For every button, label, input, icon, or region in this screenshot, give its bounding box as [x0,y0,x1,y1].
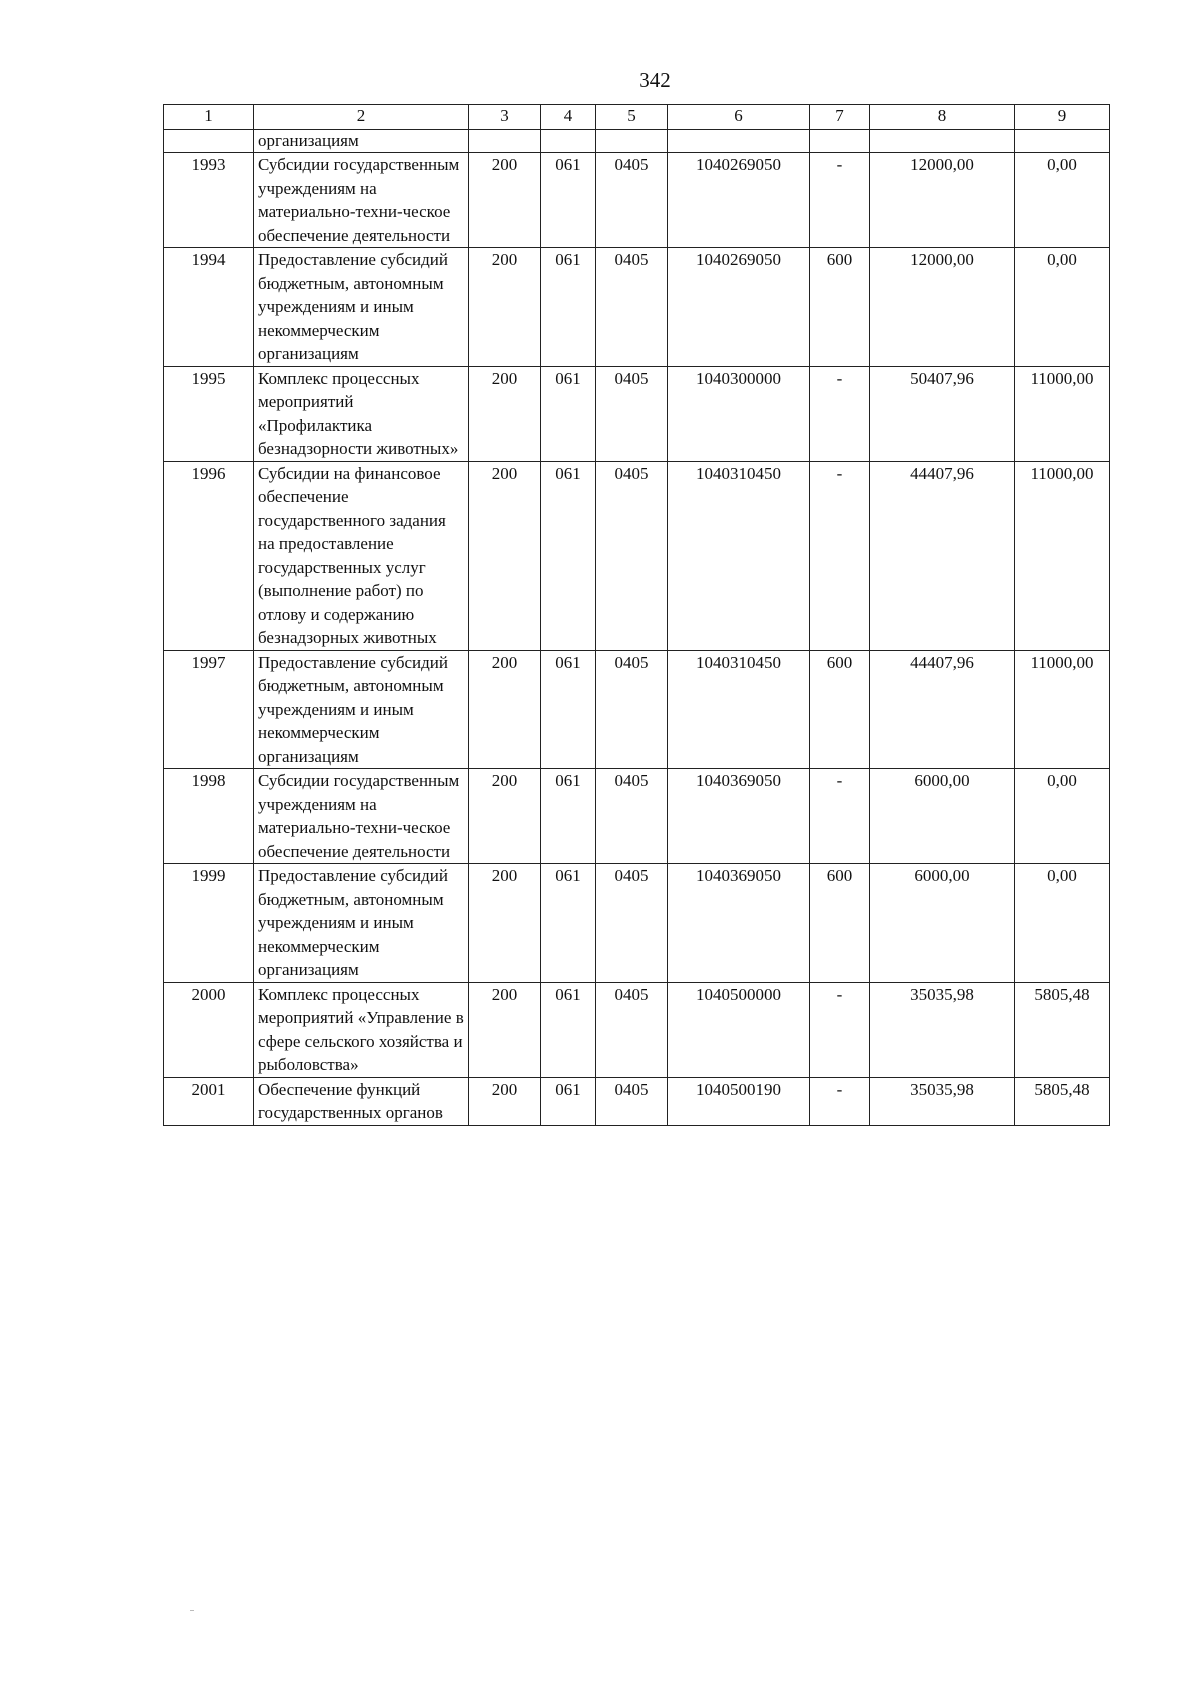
column-header: 4 [541,105,596,130]
budget-table [163,104,1110,1126]
cell-c6: 1040300000 [668,366,810,461]
cell-c8: 44407,96 [870,461,1015,650]
column-header: 6 [668,105,810,130]
cell-c6: 1040369050 [668,864,810,983]
cell-c3: 200 [469,769,541,864]
cell-c6: 1040310450 [668,650,810,769]
cell-c5: 0405 [596,769,668,864]
cell-c4: 061 [541,864,596,983]
row-number: 1996 [164,461,254,650]
cell-c7: 600 [810,650,870,769]
cell-c8: 6000,00 [870,864,1015,983]
column-header: 2 [254,105,469,130]
cell-c6: 1040269050 [668,153,810,248]
continuation-text: организациям [254,130,469,153]
cell-c3: 200 [469,461,541,650]
cell-c5: 0405 [596,982,668,1077]
row-number: 2001 [164,1077,254,1125]
cell-c5: 0405 [596,153,668,248]
row-number: 2000 [164,982,254,1077]
cell-c7: - [810,366,870,461]
table-row [164,248,1110,367]
cell-c8: 6000,00 [870,769,1015,864]
cell-c6: 1040269050 [668,248,810,367]
cell-c8: 35035,98 [870,982,1015,1077]
cell-c8: 12000,00 [870,248,1015,367]
cell-c5: 0405 [596,650,668,769]
table-row [164,864,1110,983]
cell-c7: - [810,982,870,1077]
cell-c7: - [810,1077,870,1125]
cell-c4: 061 [541,153,596,248]
column-header: 8 [870,105,1015,130]
row-number: 1995 [164,366,254,461]
cell-c4: 061 [541,461,596,650]
cell-c3: 200 [469,366,541,461]
cell-c3: 200 [469,650,541,769]
row-name: Субсидии государственным учреждениям на материально-техни-ческое обеспечение деятельности [254,153,469,248]
cell-c4: 061 [541,1077,596,1125]
cell-c7: - [810,153,870,248]
row-name: Субсидии государственным учреждениям на материально-техни-ческое обеспечение деятельности [254,769,469,864]
cell-c7: - [810,769,870,864]
row-name: Предоставление субсидий бюджетным, автономным учреждениям и иным некоммерческим организациям [254,864,469,983]
row-number: 1993 [164,153,254,248]
page-number: 342 [639,68,671,92]
cell-c9: 0,00 [1015,864,1110,983]
cell-c9: 0,00 [1015,248,1110,367]
cell-c9: 0,00 [1015,769,1110,864]
row-name: Предоставление субсидий бюджетным, автономным учреждениям и иным некоммерческим организациям [254,248,469,367]
cell-c3: 200 [469,1077,541,1125]
cell-c4: 061 [541,769,596,864]
cell-c6: 1040500190 [668,1077,810,1125]
cell-c9: 5805,48 [1015,982,1110,1077]
cell-c4: 061 [541,982,596,1077]
cell-c3: 200 [469,248,541,367]
cell-c4: 061 [541,248,596,367]
cell-c7: 600 [810,248,870,367]
cell-c8: 50407,96 [870,366,1015,461]
continuation-row [164,130,1110,153]
cell-c9: 11000,00 [1015,366,1110,461]
row-name: Субсидии на финансовое обеспечение государственного задания на предоставление государственных услуг (выполнение работ) по отлову и содержанию безнадзорных животных [254,461,469,650]
cell-c8: 44407,96 [870,650,1015,769]
column-header: 3 [469,105,541,130]
row-number: 1997 [164,650,254,769]
row-number: 1999 [164,864,254,983]
column-header: 5 [596,105,668,130]
table-row [164,366,1110,461]
cell-c3: 200 [469,982,541,1077]
table-row [164,650,1110,769]
cell-c6: 1040310450 [668,461,810,650]
cell-c9: 0,00 [1015,153,1110,248]
column-header: 7 [810,105,870,130]
table-row [164,1077,1110,1125]
cell-c3: 200 [469,864,541,983]
row-number: 1998 [164,769,254,864]
table-row [164,982,1110,1077]
row-number: 1994 [164,248,254,367]
cell-c7: 600 [810,864,870,983]
cell-c6: 1040500000 [668,982,810,1077]
cell-c5: 0405 [596,1077,668,1125]
row-name: Комплекс процессных мероприятий «Управление в сфере сельского хозяйства и рыболовства» [254,982,469,1077]
cell-c7: - [810,461,870,650]
cell-c9: 5805,48 [1015,1077,1110,1125]
cell-c5: 0405 [596,248,668,367]
row-name: Обеспечение функций государственных органов [254,1077,469,1125]
column-header: 1 [164,105,254,130]
cell-c5: 0405 [596,461,668,650]
cell-c5: 0405 [596,864,668,983]
row-name: Комплекс процессных мероприятий «Профилактика безнадзорности животных» [254,366,469,461]
table-row [164,769,1110,864]
table-row [164,461,1110,650]
scan-speck [190,1610,194,1611]
row-name: Предоставление субсидий бюджетным, автономным учреждениям и иным некоммерческим организациям [254,650,469,769]
cell-c5: 0405 [596,366,668,461]
cell-c8: 12000,00 [870,153,1015,248]
column-header: 9 [1015,105,1110,130]
cell-c3: 200 [469,153,541,248]
cell-c9: 11000,00 [1015,461,1110,650]
cell-c8: 35035,98 [870,1077,1015,1125]
table-row [164,153,1110,248]
cell-c4: 061 [541,366,596,461]
cell-c9: 11000,00 [1015,650,1110,769]
cell-c6: 1040369050 [668,769,810,864]
cell-c4: 061 [541,650,596,769]
header-row [164,105,1110,130]
